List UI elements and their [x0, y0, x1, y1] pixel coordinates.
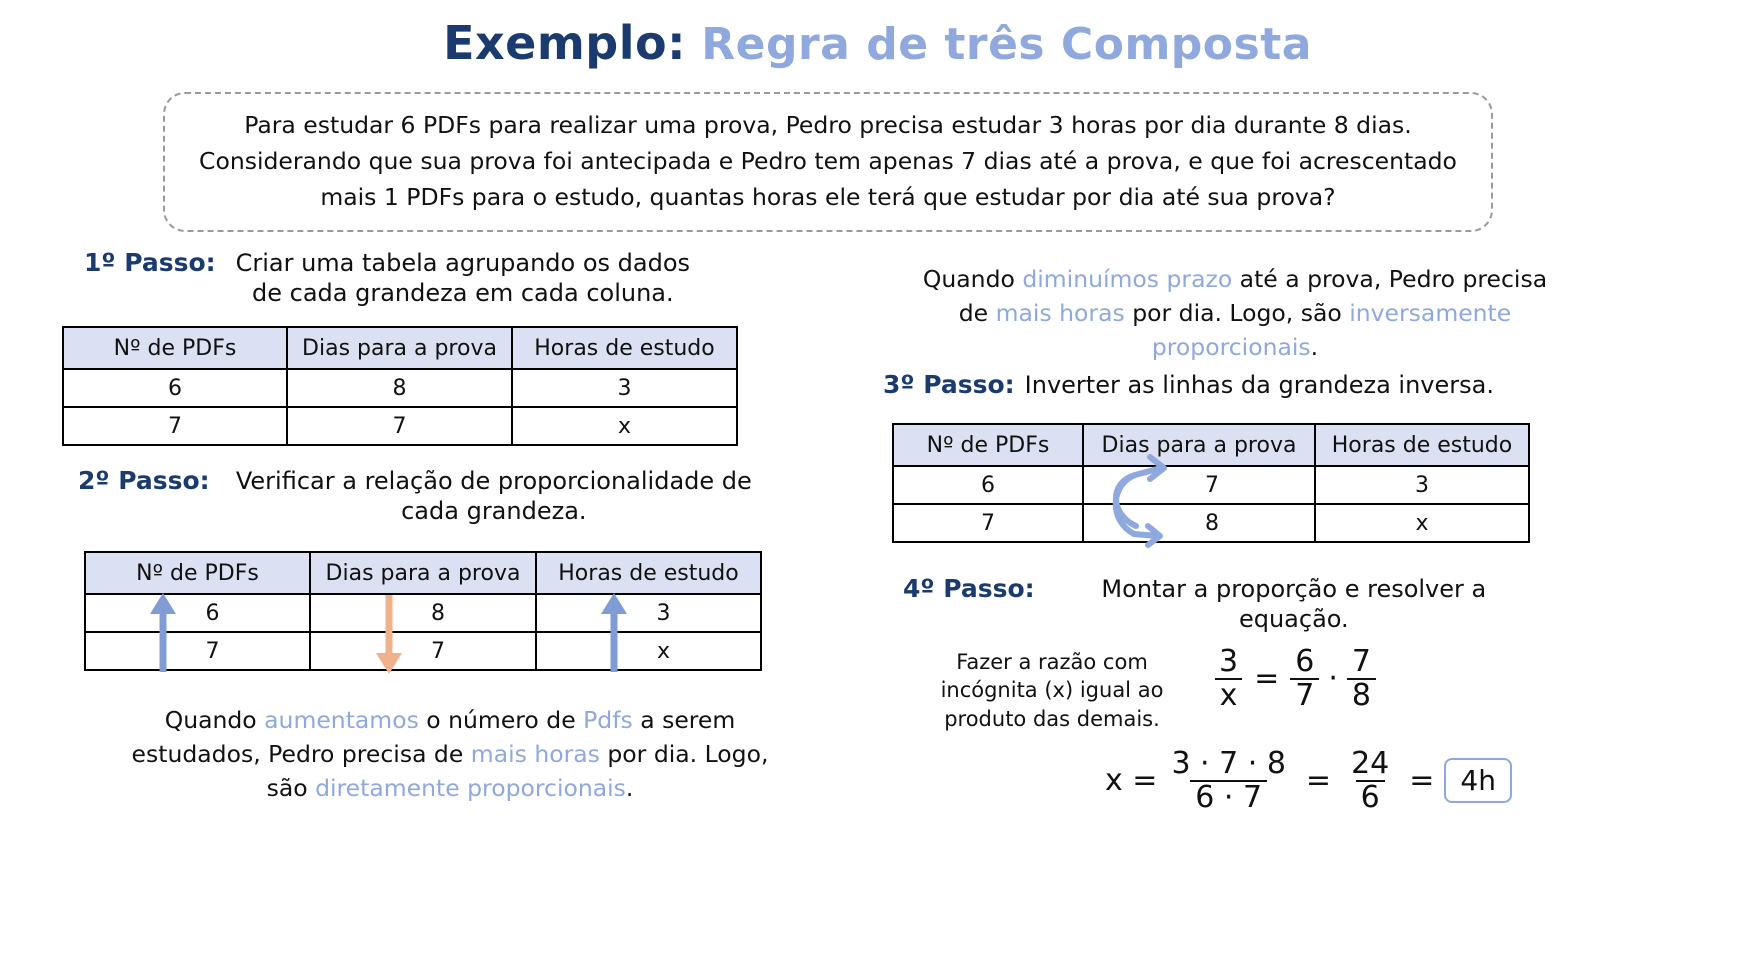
table3-r0c2: 3 [1315, 466, 1529, 504]
left-column [0, 248, 860, 803]
explanation-left-part-5: mais horas [470, 740, 600, 769]
step-4-description: Montar a proporção e resolver a equação. [1101, 575, 1487, 633]
table-step-2-wrapper [84, 551, 760, 671]
table-step-3 [892, 423, 1530, 543]
table2-r1c2: x [536, 632, 761, 670]
solution-num-1: 3 · 7 · 8 [1171, 746, 1286, 781]
table-row [63, 407, 737, 445]
explanation-right-part-3: mais horas [995, 299, 1125, 328]
proportion-left-den: x [1215, 678, 1243, 712]
explanation-left-part-3: Pdfs [583, 706, 633, 734]
table-header-row [893, 424, 1529, 466]
explanation-right-part-5: inversamente proporcionais [1151, 299, 1512, 362]
table1-r0c2: 3 [512, 369, 737, 407]
table1-r1c1: 7 [287, 407, 512, 445]
explanation-left [110, 703, 790, 805]
explanation-right-part-1: diminuímos prazo [1022, 265, 1233, 293]
explanation-right-part-6: . [1310, 333, 1319, 362]
table3-r1c0: 7 [893, 504, 1083, 542]
step-2 [78, 466, 768, 526]
table2-r0c1: 8 [310, 594, 536, 632]
solution-den-2: 6 [1356, 780, 1385, 814]
problem-statement-text: Para estudar 6 PDFs para realizar uma prova, Pedro precisa estudar 3 horas por dia durante 8 dias. Considerando que sua prova foi antecipada e Pedro tem apenas 7 dias até a prova, e que foi acrescentado mais 1 PDFs para o estudo, quantas horas ele terá que estudar por dia até sua prova? [199, 111, 1457, 211]
explanation-right [905, 262, 1565, 364]
table3-r0c0: 6 [893, 466, 1083, 504]
step-3-label: 3º Passo: [883, 370, 1015, 399]
table3-r1c1: 8 [1083, 504, 1315, 542]
table-row [85, 594, 761, 632]
proportion-equation [1185, 646, 1405, 711]
table2-r1c1: 7 [310, 632, 536, 670]
equals-sign: = [1254, 661, 1280, 696]
table1-r1c0: 7 [63, 407, 287, 445]
table-step-3-wrapper [892, 423, 1528, 543]
title-subtitle: Regra de três Composta [701, 19, 1312, 70]
table3-header-1: Dias para a prova [1083, 424, 1315, 466]
fraction-solution-2 [1346, 748, 1394, 813]
explanation-right-part-0: Quando [922, 265, 1023, 293]
explanation-left-part-1: aumentamos [264, 706, 419, 734]
fraction-solution-1 [1166, 748, 1290, 813]
solution-num-2: 24 [1351, 746, 1390, 781]
title-main: Exemplo: [443, 16, 686, 70]
step-3-description: Inverter as linhas da grandeza inversa. [1024, 371, 1494, 399]
step-4-note: Fazer a razão com incógnita (x) igual ao produto das demais. [940, 650, 1164, 731]
step-2-label: 2º Passo: [78, 466, 210, 495]
step-4 [903, 574, 1543, 634]
multiplication-dot: · [1328, 661, 1338, 696]
proportion-m2-den: 8 [1347, 678, 1376, 712]
step-4-label: 4º Passo: [903, 574, 1035, 603]
table-row [85, 632, 761, 670]
table2-r0c0: 6 [85, 594, 310, 632]
explanation-left-part-4: a serem estudados, Pedro precisa de [131, 706, 736, 769]
problem-statement-box [163, 92, 1493, 232]
explanation-right-part-4: por dia. Logo, são [1124, 299, 1350, 328]
table3-r0c1: 7 [1083, 466, 1315, 504]
solution-equals-1: = [1305, 763, 1332, 798]
table1-r0c1: 8 [287, 369, 512, 407]
fraction-7-over-8 [1347, 646, 1376, 711]
step-3 [883, 370, 1673, 400]
table3-r1c2: x [1315, 504, 1529, 542]
proportion-m2-num: 7 [1351, 644, 1371, 679]
table-row [893, 504, 1529, 542]
table1-header-1: Dias para a prova [287, 327, 512, 369]
page-title [0, 16, 1755, 70]
table1-header-2: Horas de estudo [512, 327, 737, 369]
explanation-left-part-6: por dia. Logo, são [266, 740, 769, 803]
table-header-row [63, 327, 737, 369]
fraction-6-over-7 [1290, 646, 1319, 711]
solution-equals-2: = [1409, 763, 1435, 798]
explanation-left-part-8: . [625, 774, 634, 803]
table2-header-2: Horas de estudo [536, 552, 761, 594]
table2-r0c2: 3 [536, 594, 761, 632]
table3-header-0: Nº de PDFs [893, 424, 1083, 466]
table2-r1c0: 7 [85, 632, 310, 670]
final-answer-box: 4h [1444, 758, 1512, 803]
table-row [893, 466, 1529, 504]
proportion-m1-num: 6 [1295, 644, 1315, 679]
solution-den-1: 6 · 7 [1190, 780, 1267, 814]
step-1 [0, 248, 700, 308]
proportion-left-num: 3 [1219, 644, 1239, 679]
table1-r0c0: 6 [63, 369, 287, 407]
table3-header-2: Horas de estudo [1315, 424, 1529, 466]
solution-equation [1105, 748, 1535, 813]
solution-x-label: x = [1105, 763, 1158, 798]
table1-header-0: Nº de PDFs [63, 327, 287, 369]
explanation-left-part-7: diretamente proporcionais [315, 774, 626, 803]
table1-r1c2: x [512, 407, 737, 445]
table-step-1 [62, 326, 738, 446]
explanation-left-part-2: o número de [418, 706, 584, 734]
table2-header-1: Dias para a prova [310, 552, 536, 594]
fraction-3-over-x [1214, 646, 1243, 711]
step-1-label: 1º Passo: [84, 248, 216, 277]
step-1-description: Criar uma tabela agrupando os dados de cada grandeza em cada coluna. [235, 249, 691, 307]
table-step-2 [84, 551, 762, 671]
proportion-m1-den: 7 [1290, 678, 1319, 712]
table-row [63, 369, 737, 407]
step-2-description: Verificar a relação de proporcionalidade de cada grandeza. [235, 467, 752, 525]
explanation-left-part-0: Quando [164, 706, 265, 734]
table2-header-0: Nº de PDFs [85, 552, 310, 594]
explanation-right-part-2: até a prova, Pedro precisa de [958, 265, 1548, 328]
table-header-row [85, 552, 761, 594]
